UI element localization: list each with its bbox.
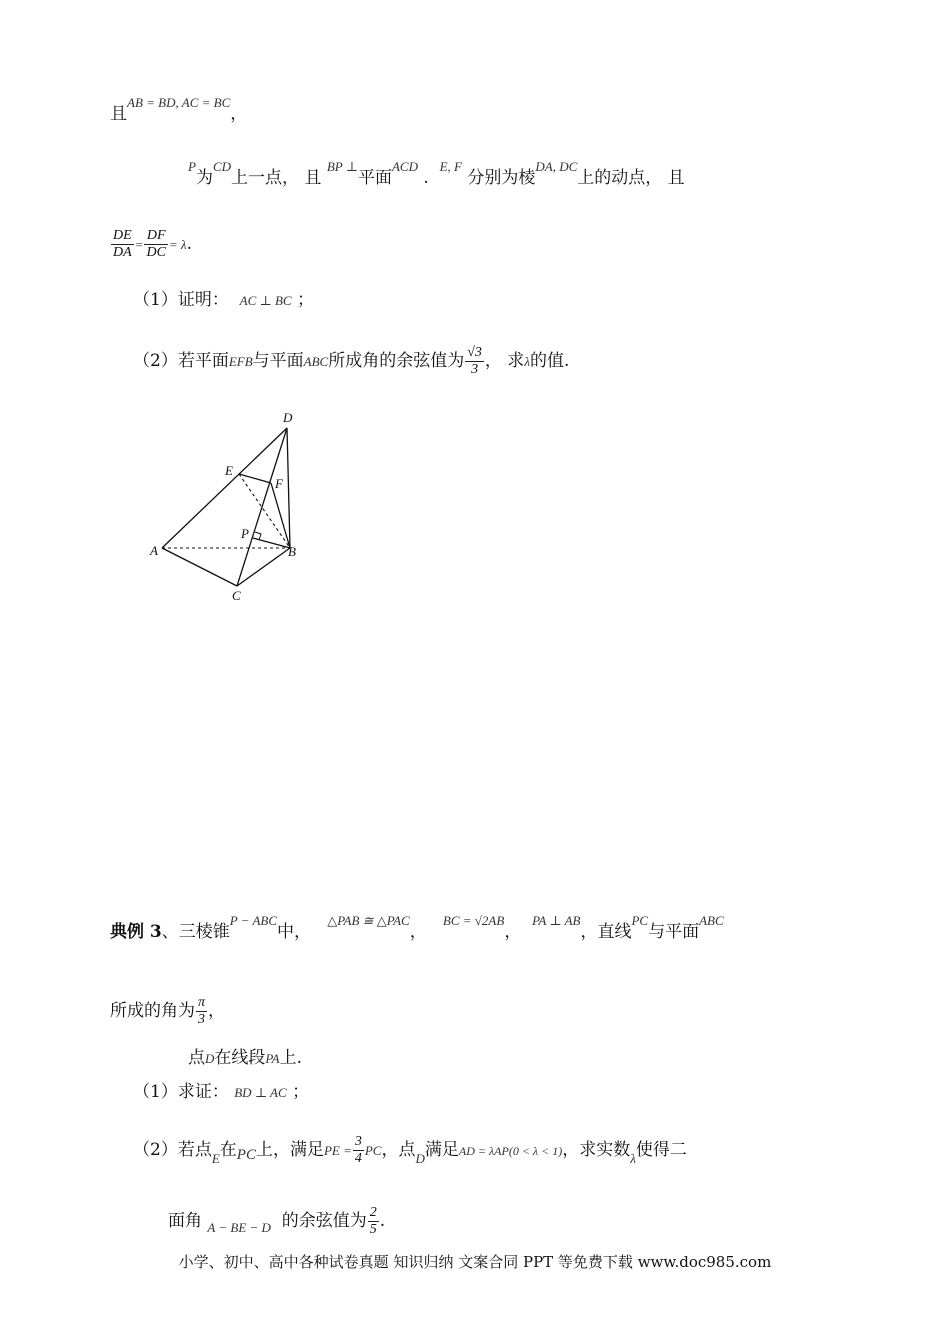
frac-3-4: [353, 1134, 364, 1167]
text: 上，满足: [255, 1140, 324, 1160]
math-pa: PA: [265, 1051, 280, 1066]
label-d: D: [283, 410, 293, 425]
denominator: DA: [113, 245, 132, 260]
frac-2-5: [368, 1205, 379, 1238]
text: 所成的角为: [110, 1001, 195, 1021]
question-1: [133, 292, 314, 309]
math-d: D: [415, 1151, 425, 1166]
text: ，直线: [580, 922, 632, 942]
math-ac-bc: AC ⊥ BC: [239, 293, 292, 308]
example3-question-2: [133, 1134, 687, 1167]
example-title: 典例 3: [110, 922, 162, 942]
math-pe: PE =: [323, 1143, 352, 1158]
example3-line3: [188, 1050, 302, 1067]
text: 分别为棱: [467, 168, 536, 188]
text: 点: [188, 1048, 205, 1068]
numerator: 2: [369, 1205, 377, 1220]
punct: ，: [208, 1001, 226, 1021]
label-c: C: [232, 588, 241, 603]
segment-fb: [271, 483, 290, 548]
text: 满足: [424, 1140, 459, 1160]
equals: =: [134, 237, 144, 252]
math-bc: BC = √2AB: [442, 913, 505, 928]
label-e: E: [225, 463, 233, 478]
text: ， 求: [484, 351, 525, 371]
equals-lambda: = λ: [168, 237, 187, 252]
numerator: π: [198, 995, 206, 1010]
text: 的值.: [529, 351, 570, 371]
math-acd: ACD: [391, 159, 418, 174]
text: 使得二: [635, 1140, 687, 1160]
punct: ，: [409, 922, 427, 942]
segment-ef: [239, 474, 271, 483]
math-e: E: [211, 1151, 220, 1166]
numerator: √3: [467, 345, 482, 360]
text: 在线段: [214, 1048, 266, 1068]
math-efb: EFB: [228, 354, 253, 369]
text: （2）若平面: [133, 351, 229, 371]
text: 上.: [279, 1048, 303, 1068]
label-p: P: [241, 526, 249, 541]
punct: .: [186, 234, 192, 254]
numerator: 3: [354, 1134, 362, 1149]
math-abc: ABC: [303, 354, 329, 369]
denominator: DC: [146, 245, 166, 260]
math-p: P: [188, 159, 196, 174]
math-ad: AD = λAP(0 < λ < 1): [458, 1144, 563, 1158]
label-b: B: [288, 544, 296, 559]
text: 的余弦值为: [281, 1211, 367, 1231]
line-ratio: [110, 228, 192, 261]
denominator: 3: [198, 1012, 205, 1027]
example3-line2: [110, 995, 225, 1028]
numerator: DE: [113, 228, 132, 243]
frac-pi-3: [196, 995, 207, 1028]
label-f: F: [275, 476, 283, 491]
math-bp: BP ⊥: [326, 159, 358, 174]
text-and: 且: [110, 104, 127, 124]
numerator: DF: [144, 228, 167, 245]
math-pc: PC: [236, 1147, 256, 1163]
line-condition: [110, 95, 248, 124]
denominator: 3: [471, 362, 479, 377]
math-ef: E, F: [439, 159, 462, 174]
denominator: 5: [369, 1222, 377, 1237]
page-footer: 小学、初中、高中各种试卷真题 知识归纳 文案合同 PPT 等免费下载 www.doc985.com: [178, 1253, 772, 1271]
example3-question-2-cont: [168, 1205, 385, 1238]
math-d: D: [205, 1051, 215, 1066]
text: ，求实数: [562, 1140, 631, 1160]
text: 为: [195, 168, 213, 188]
text: 与平面: [648, 922, 700, 942]
math-dadc: DA, DC: [535, 159, 578, 174]
punct: ；: [292, 1082, 310, 1102]
text: 中，: [277, 922, 312, 942]
text: 上的动点， 且: [577, 168, 685, 188]
text: 上一点， 且: [231, 168, 322, 188]
math-p-abc: P − ABC: [229, 913, 278, 928]
text: 与平面: [252, 351, 304, 371]
math-cd: CD: [212, 159, 232, 174]
frac-de-da: [111, 228, 134, 261]
math-lambda: λ: [630, 1151, 636, 1166]
denominator: 4: [354, 1151, 362, 1166]
pyramid-figure: [145, 408, 345, 608]
math-congruent: △PAB ≅ △PAC: [327, 913, 410, 928]
text: ，点: [381, 1140, 416, 1160]
line-p-on-cd: [188, 159, 685, 188]
text: （2）若点: [133, 1140, 212, 1160]
math-bd-ac: BD ⊥ AC: [234, 1085, 287, 1100]
edge-db: [287, 428, 290, 548]
question-2: [133, 345, 569, 378]
frac-sqrt3-3: [465, 345, 484, 378]
label-a: A: [150, 543, 158, 558]
math-ab-bd: AB = BD, AC = BC: [127, 95, 231, 110]
text: .: [423, 168, 429, 188]
punct: .: [379, 1211, 386, 1231]
math-dihedral-angle: A − BE − D: [207, 1220, 271, 1235]
q1-label: （1）求证：: [133, 1082, 229, 1102]
text: 、三棱锥: [161, 922, 230, 942]
punct: ，: [230, 104, 248, 124]
text: 平面: [357, 168, 392, 188]
punct: ；: [297, 290, 314, 310]
text: 所成角的余弦值为: [328, 351, 465, 371]
math-pc: PC: [364, 1143, 382, 1158]
q1-label: （1）证明：: [133, 290, 229, 310]
punct: ，: [504, 922, 522, 942]
math-abc: ABC: [699, 913, 724, 928]
example3-question-1: [133, 1084, 309, 1101]
math-pa-ab: PA ⊥ AB: [532, 913, 581, 928]
edge-cb: [237, 548, 290, 586]
math-lambda: λ: [524, 354, 530, 369]
text: 在: [219, 1140, 237, 1160]
text: 面角: [168, 1211, 202, 1231]
math-pc: PC: [631, 913, 649, 928]
frac-df-dc: [144, 228, 167, 261]
edge-ac: [162, 548, 237, 586]
